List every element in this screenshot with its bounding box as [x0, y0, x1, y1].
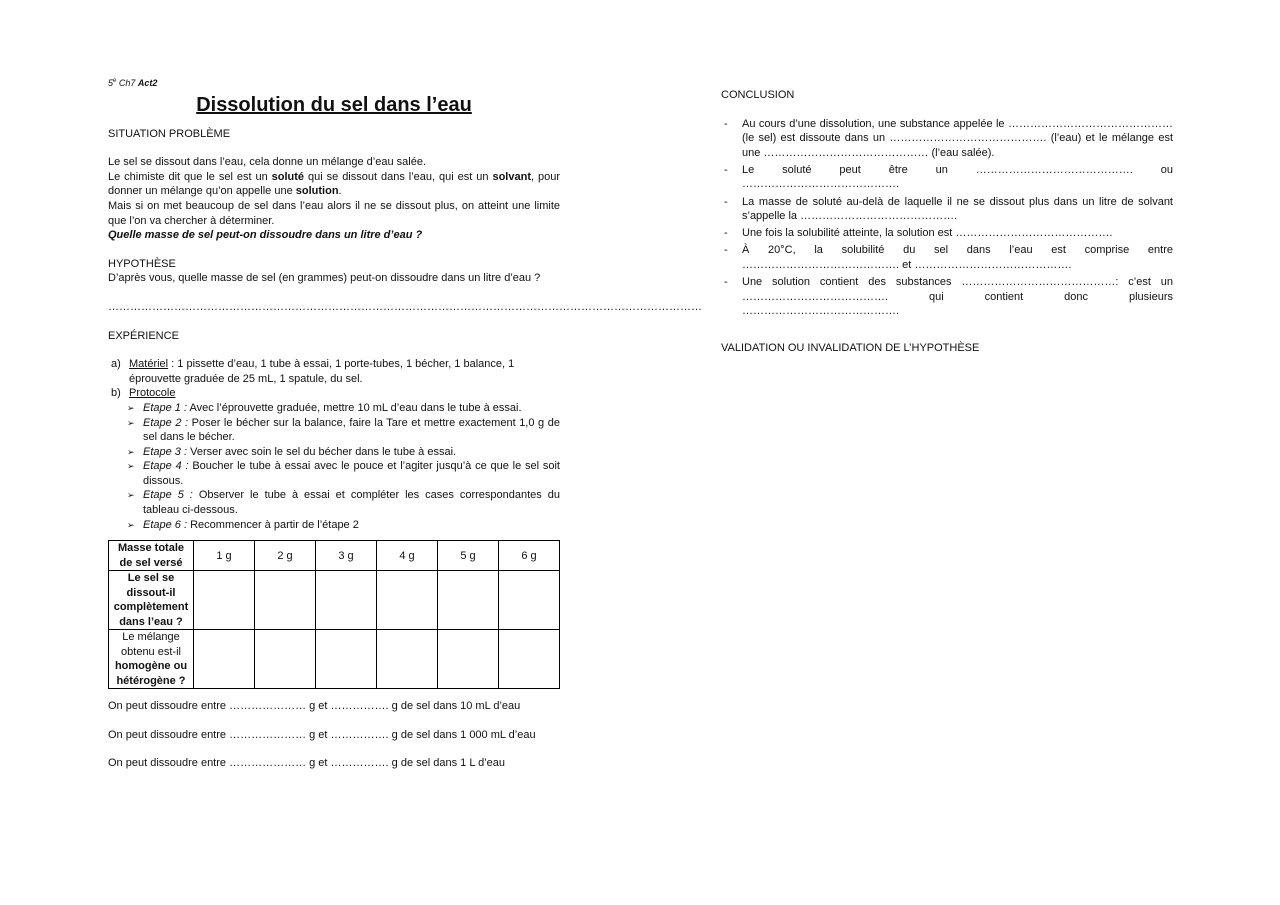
- answer-cell[interactable]: [499, 571, 560, 630]
- hypothesis-question: D’après vous, quelle masse de sel (en grammes) peut-on dissoudre dans un litre d’eau ?: [108, 272, 541, 285]
- arrow-icon: ➢: [127, 446, 135, 457]
- row-header-dissolved: Le sel se dissout-il complètement dans l’eau ?: [109, 571, 194, 630]
- conclusion-item: - Une fois la solubilité atteinte, la solution est …………………………………….: [724, 227, 1113, 240]
- arrow-icon: ➢: [127, 402, 135, 413]
- mass-cell: 6 g: [499, 541, 560, 571]
- table-row: [109, 571, 560, 630]
- left-column: [108, 74, 702, 771]
- answer-cell[interactable]: [377, 630, 438, 689]
- conclusion-item: - À 20°C, la solubilité du sel dans l’eau est comprise entre ……………………………………. et …………………………………….: [724, 244, 1173, 271]
- protocol-step: ➢ Etape 5 : Observer le tube à essai et compléter les cases correspondantes du tableau ci-dessous.: [127, 489, 560, 517]
- row-header-mass: Masse totale de sel versé: [109, 541, 194, 571]
- answer-cell[interactable]: [255, 630, 316, 689]
- page-title: Dissolution du sel dans l’eau: [196, 93, 472, 116]
- mass-cell: 2 g: [255, 541, 316, 571]
- protocol-step: ➢ Etape 4 : Boucher le tube à essai avec le pouce et l’agiter jusqu’à ce que le sel soit dissous.: [127, 460, 560, 487]
- protocol-step: ➢ Etape 2 : Poser le bécher sur la balance, faire la Tare et mettre exactement 1,0 g de sel dans le bécher.: [127, 416, 560, 444]
- conclusion-item: - La masse de soluté au-delà de laquelle il ne se dissout plus dans un litre de solvant s’appelle la …………………………………….: [724, 195, 1173, 223]
- answer-cell[interactable]: [377, 571, 438, 630]
- protocole-item: b) Protocole ➢ Etape 1 : Avec l’éprouvette graduée, mettre 10 mL d’eau dans le tube à essai. ➢ Etape 2 : Poser le bécher sur la balance, faire la Tare et mettre exactement 1,0 g de sel dans le bécher. ➢ Etape 3 : Verser avec soin le sel du bécher dans le tube à essai. ➢ Etape 4 : Boucher le tube à essai avec le pouce et l’agiter jusqu’à ce que le sel soit dissous. ➢ Etape 5 : Observer le tube à essai et compléter les cases correspondantes du tableau ci-dessous. ➢ Etape 6 : Recommencer à partir de l’étape 2: [108, 386, 560, 532]
- situation-line1: Le sel se dissout dans l’eau, cela donne un mélange d’eau salée.: [108, 156, 427, 169]
- answer-cell[interactable]: [255, 571, 316, 630]
- answer-cell[interactable]: [316, 571, 377, 630]
- situation-heading: SITUATION PROBLÈME: [108, 127, 231, 140]
- conclusion-list: [721, 117, 1173, 319]
- mass-cell: 4 g: [377, 541, 438, 571]
- mass-cell: 5 g: [438, 541, 499, 571]
- ref-sup: e: [113, 78, 117, 84]
- arrow-icon: ➢: [127, 490, 135, 501]
- situation-paragraph2: Le chimiste dit que le sel est un soluté qui se dissout dans l’eau, qui est un solvant, pour donner un mélange qu’on appelle une solution.: [108, 170, 561, 198]
- materiel-item: a) Matériel : 1 pissette d’eau, 1 tube à essai, 1 porte-tubes, 1 bécher, 1 balance, 1 éprouvette graduée de 25 mL, 1 spatule, du sel.: [111, 358, 515, 385]
- validation-heading: VALIDATION OU INVALIDATION DE L’HYPOTHÈSE: [721, 342, 980, 355]
- activity-reference: [108, 74, 560, 91]
- mass-cell: 1 g: [194, 541, 255, 571]
- answer-cell[interactable]: [438, 630, 499, 689]
- protocol-step: ➢ Etape 3 : Verser avec soin le sel du bécher dans le tube à essai.: [127, 445, 457, 458]
- protocol-step: ➢ Etape 1 : Avec l’éprouvette graduée, mettre 10 mL d’eau dans le tube à essai.: [127, 401, 522, 414]
- conclusion-item: - Le soluté peut être un ……………………………………. ou …………………………………….: [724, 163, 1173, 191]
- answer-cell[interactable]: [194, 571, 255, 630]
- conclusion-item: - Une solution contient des substances ……………………………………: c’est un …………………………………. qui contient donc plusieurs …………………………………….: [724, 276, 1173, 318]
- situation-paragraph3: Mais si on met beaucoup de sel dans l’eau alors il ne se dissout plus, on atteint une limite que l’on va chercher à déterminer.: [108, 199, 560, 227]
- conclusion-item: - Au cours d’une dissolution, une substance appelée le ……………………………………… (le sel) est dissoute dans un ……………………………………. (l’eau) et le mélange est une ……………………………………… (l’eau salée).: [724, 117, 1173, 159]
- ref-level: 5: [108, 78, 114, 88]
- conclusion-heading: CONCLUSION: [721, 89, 795, 101]
- fill-sentence-1000ml: On peut dissoudre entre ………………… g et ……………. g de sel dans 1 000 mL d’eau: [108, 728, 536, 741]
- mass-cell: 3 g: [316, 541, 377, 571]
- answer-cell[interactable]: [438, 571, 499, 630]
- answer-cell[interactable]: [499, 630, 560, 689]
- protocol-step: ➢ Etape 6 : Recommencer à partir de l’étape 2: [127, 518, 359, 531]
- arrow-icon: ➢: [127, 519, 135, 530]
- protocol-steps: [108, 401, 560, 532]
- hypothesis-answer-line[interactable]: ………………………………………………………………………………………………………………………………………………: [108, 300, 702, 313]
- experience-heading: EXPÉRIENCE: [108, 329, 179, 342]
- experience-list: [108, 357, 560, 532]
- ref-chapter: Ch7: [116, 78, 138, 88]
- right-column: [721, 88, 1173, 356]
- problem-question: Quelle masse de sel peut-on dissoudre dans un litre d’eau ?: [108, 229, 423, 242]
- row-header-mixture: Le mélange obtenu est-il homogène ou hétérogène ?: [109, 630, 194, 689]
- answer-cell[interactable]: [194, 630, 255, 689]
- arrow-icon: ➢: [127, 417, 135, 428]
- table-row: [109, 630, 560, 689]
- arrow-icon: ➢: [127, 461, 135, 472]
- fill-sentence-10ml: On peut dissoudre entre ………………… g et ……………. g de sel dans 10 mL d’eau: [108, 700, 521, 713]
- ref-act: Act2: [137, 78, 158, 88]
- fill-sentence-1l: On peut dissoudre entre ………………… g et ……………. g de sel dans 1 L d’eau: [108, 757, 505, 770]
- hypothesis-heading: HYPOTHÈSE: [108, 257, 176, 270]
- results-table: [108, 540, 560, 689]
- table-row: [109, 541, 560, 571]
- answer-cell[interactable]: [316, 630, 377, 689]
